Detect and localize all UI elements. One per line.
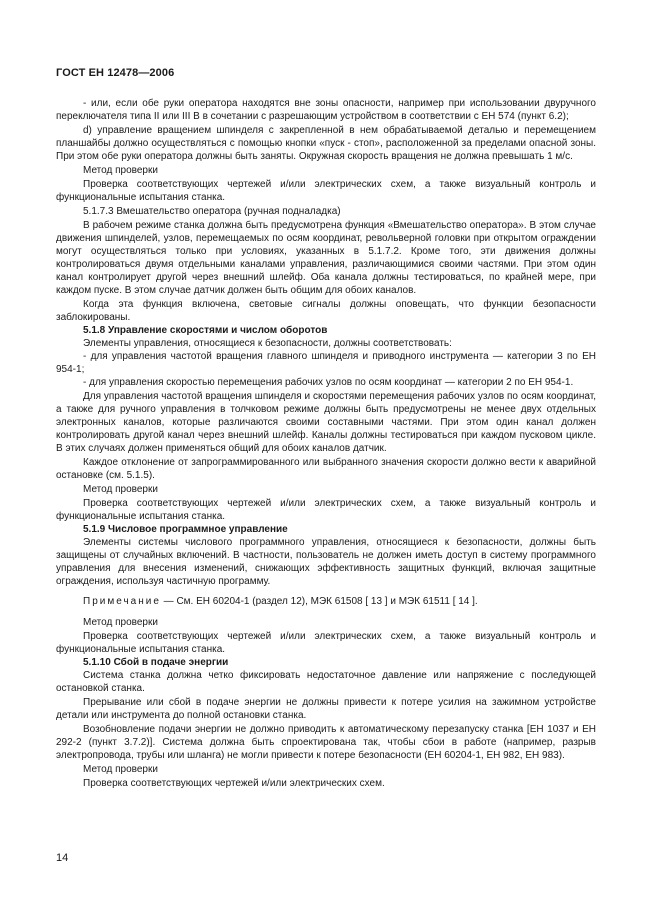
section-heading: 5.1.10 Сбой в подаче энергии	[83, 657, 229, 668]
document-body	[56, 97, 596, 790]
paragraph: Проверка соответствующих чертежей и/или электрических схем, а также визуальный контроль и функциональные испытания станка.	[56, 179, 596, 203]
paragraph: Проверка соответствующих чертежей и/или электрических схем.	[83, 778, 385, 789]
note-text: — См. ЕН 60204-1 (раздел 12), МЭК 61508 [ 13 ] и МЭК 61511 [ 14 ].	[160, 596, 478, 607]
paragraph: - или, если обе руки оператора находятся вне зоны опасности, например при использовании двуручного переключателя типа II или III В в сочетании с разрешающим устройством в соответствии с ЕН 574 (пункт 6.2);	[56, 98, 596, 122]
paragraph: Метод проверки	[83, 764, 158, 775]
paragraph: Когда эта функция включена, световые сигналы должны оповещать, что функции безопасности заблокированы.	[56, 299, 596, 323]
standard-header: ГОСТ ЕН 12478—2006	[56, 67, 175, 79]
paragraph: Каждое отклонение от запрограммированного или выбранного значения скорости должно вести к аварийной остановке (см. 5.1.5).	[56, 457, 596, 481]
paragraph: d) управление вращением шпинделя с закрепленной в нем обрабатываемой деталью и перемещением планшайбы должно осуществляться с помощью кнопки «пуск - стоп», расположенной за пределами опасной зоны. При этом обе руки оператора должны быть заняты. Окружная скорость вращения не должна превышать 1 м/с.	[56, 125, 596, 162]
paragraph: Метод проверки	[83, 484, 158, 495]
paragraph: Проверка соответствующих чертежей и/или электрических схем, а также визуальный контроль и функциональные испытания станка.	[56, 631, 596, 655]
page-number: 14	[56, 852, 69, 864]
paragraph: Элементы управления, относящиеся к безопасности, должны соответствовать:	[83, 338, 452, 349]
note-label: Примечание	[83, 596, 161, 607]
paragraph: Прерывание или сбой в подаче энергии не должны привести к потере усилия на зажимном устройстве детали или инструмента до полной остановки станка.	[56, 697, 596, 721]
section-heading: 5.1.8 Управление скоростями и числом оборотов	[83, 325, 328, 336]
list-item: - для управления частотой вращения главного шпинделя и приводного инструмента — категории 3 по ЕН 954-1;	[56, 351, 596, 375]
section-heading: 5.1.9 Числовое программное управление	[83, 524, 288, 535]
paragraph: В рабочем режиме станка должна быть предусмотрена функция «Вмешательство оператора». В этом случае движения шпинделей, узлов, перемещаемых по осям координат, револьверной головки при открытом ограждении могут осуществляться только при условиях, указанных в 5.1.7.2. Кроме того, эти движения должны контролироваться двумя отдельными каналами управления, различающимися своими частями. При этом один канал контролирует другой через внешний шлейф. Оба канала должны тестироваться, по крайней мере, при каждом пуске. В этом случае датчик должен быть общим для обоих каналов.	[56, 220, 596, 296]
paragraph: Элементы системы числового программного управления, относящиеся к безопасности, должны быть защищены от случайных включений. В частности, пользователь не должен иметь доступ в систему программного управления для внесения изменений, снижающих эффективность защитных функций, включая защитные ограждения, используя частичную программу.	[56, 537, 596, 587]
paragraph: Для управления частотой вращения шпинделя и скоростями перемещения рабочих узлов по осям координат, а также для ручного управления в толчковом режиме должны быть предусмотрены не менее двух отдельных электронных каналов, которые различаются своими составными частями. При этом один канал должен контролировать другой канал через внешний шлейф. Каналы должны тестироваться при каждом пусковом цикле. В этих случаях должен применяться общий для обоих каналов датчик.	[56, 391, 596, 454]
paragraph: Возобновление подачи энергии не должно приводить к автоматическому перезапуску станка [ЕН 1037 и ЕН 292-2 (пункт 3.7.2)]. Система должна быть спроектирована так, чтобы сбои в работе (например, разрыв электропровода, трубы или шланга) не могли привести к потере безопасности (ЕН 60204-1, ЕН 982, ЕН 983).	[56, 724, 596, 761]
section-title: 5.1.7.3 Вмешательство оператора (ручная подналадка)	[83, 206, 341, 217]
paragraph: Метод проверки	[83, 617, 158, 628]
note	[56, 595, 596, 608]
list-item: - для управления скоростью перемещения рабочих узлов по осям координат — категории 2 по ЕН 954-1.	[83, 377, 574, 388]
paragraph: Проверка соответствующих чертежей и/или электрических схем, а также визуальный контроль и функциональные испытания станка.	[56, 498, 596, 522]
paragraph: Метод проверки	[83, 165, 158, 176]
paragraph: Система станка должна четко фиксировать недостаточное давление или напряжение с последующей остановкой станка.	[56, 670, 596, 694]
